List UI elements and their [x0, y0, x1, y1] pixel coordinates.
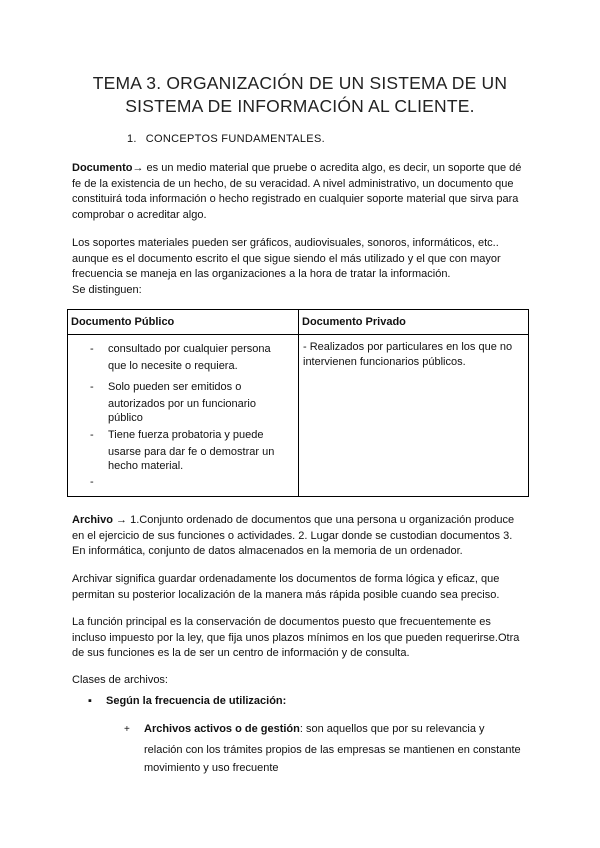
- privado-cell: [299, 335, 529, 497]
- title-line-2: SISTEMA DE INFORMACIÓN AL CLIENTE.: [125, 96, 475, 116]
- documento-arrow: →: [132, 162, 144, 174]
- archivo-definition: [72, 513, 534, 560]
- square-bullet-icon: ▪: [88, 695, 92, 707]
- documento-definition: [72, 161, 534, 223]
- section-number: 1.: [127, 133, 137, 145]
- archivos-activos-text: Archivos activos o de gestión: son aquellos que por su relevancia y relación con los trámites propios de las empresas se mantienen en constante movimiento y uso frecuente: [144, 723, 521, 774]
- archivar-line-1: Archivar significa guardar ordenadamente los documentos de forma lógica y eficaz, que: [72, 573, 500, 585]
- section-heading: [127, 133, 325, 145]
- header-documento-privado: Documento Privado: [299, 310, 529, 335]
- documento-line-1: [72, 161, 534, 177]
- soportes-line-4: Se distinguen:: [72, 283, 142, 296]
- archivar-line-2: permitan su posterior localización de la manera más rápida posible cuando sea preciso.: [72, 588, 500, 601]
- publico-list: [68, 335, 298, 491]
- documento-term: Documento: [72, 162, 133, 174]
- publico-cell: [68, 335, 299, 497]
- title-line-1: TEMA 3. ORGANIZACIÓN DE UN SISTEMA DE UN: [92, 73, 508, 93]
- archivo-line-2: en el ejercicio de sus funciones o actividades. 2. Lugar donde se custodian documentos 3.: [72, 529, 513, 542]
- soportes-line-2: aunque es el documento escrito el que sigue siendo el más utilizado y el que con mayor: [72, 252, 501, 265]
- funcion-line-1: La función principal es la conservación de documentos puesto que frecuentemente es: [72, 616, 491, 628]
- section-label: CONCEPTOS FUNDAMENTALES.: [145, 133, 325, 145]
- table-header-row: [68, 310, 529, 335]
- documento-line-2: fe de la existencia de un hecho, de su veracidad. A nivel administrativo, un documento que: [72, 177, 514, 190]
- soportes-paragraph: [72, 236, 534, 298]
- plus-bullet-icon: +: [124, 724, 130, 735]
- funcion-line-3: de sus funciones es la de ser un centro de información y de consulta.: [72, 647, 410, 659]
- clases-heading-text: Según la frecuencia de utilización:: [106, 695, 287, 707]
- table-row: [68, 335, 529, 497]
- archivo-line-3: En informática, conjunto de datos almacenados en la memoria de un ordenador.: [72, 545, 463, 557]
- privado-text: - Realizados por particulares en los que no intervienen funcionarios públicos.: [303, 341, 513, 368]
- archivos-activos-term: Archivos activos o de gestión: [144, 723, 300, 735]
- list-item: -: [90, 476, 94, 488]
- clases-heading: [88, 695, 286, 707]
- list-item: - Solo pueden ser emitidos o autorizados por un funcionario público: [90, 381, 256, 424]
- list-item: - Tiene fuerza probatoria y puede usarse para dar fe o demostrar un hecho material.: [90, 429, 275, 472]
- clases-intro: Clases de archivos:: [72, 674, 168, 686]
- archivo-line-1: Archivo → 1.Conjunto ordenado de documentos que una persona u organización produce: [72, 514, 515, 526]
- archivar-paragraph: [72, 572, 534, 603]
- document-types-table: [67, 309, 529, 497]
- page-title: [70, 72, 530, 118]
- header-documento-publico: Documento Público: [68, 310, 299, 335]
- archivo-arrow: →: [112, 514, 131, 526]
- list-item: - consultado por cualquier persona que lo necesite o requiera.: [90, 343, 271, 372]
- soportes-line-1: Los soportes materiales pueden ser gráficos, audiovisuales, sonoros, informáticos, etc..: [72, 237, 499, 249]
- documento-line-3: constituirá toda información o hecho registrado en cualquier soporte material que sirva para: [72, 193, 519, 205]
- documento-text-1: es un medio material que pruebe o acredita algo, es decir, un soporte que dé: [143, 162, 522, 174]
- soportes-line-3: frecuencia se maneja en las organizaciones a la hora de tratar la información.: [72, 268, 451, 280]
- archivo-term: Archivo: [72, 514, 113, 526]
- funcion-paragraph: [72, 615, 534, 662]
- documento-line-4: comprobar o acreditar algo.: [72, 208, 207, 221]
- funcion-line-2: incluso impuesto por la ley, que fija unos plazos mínimos en los que pueden requerirse.Otra: [72, 631, 520, 644]
